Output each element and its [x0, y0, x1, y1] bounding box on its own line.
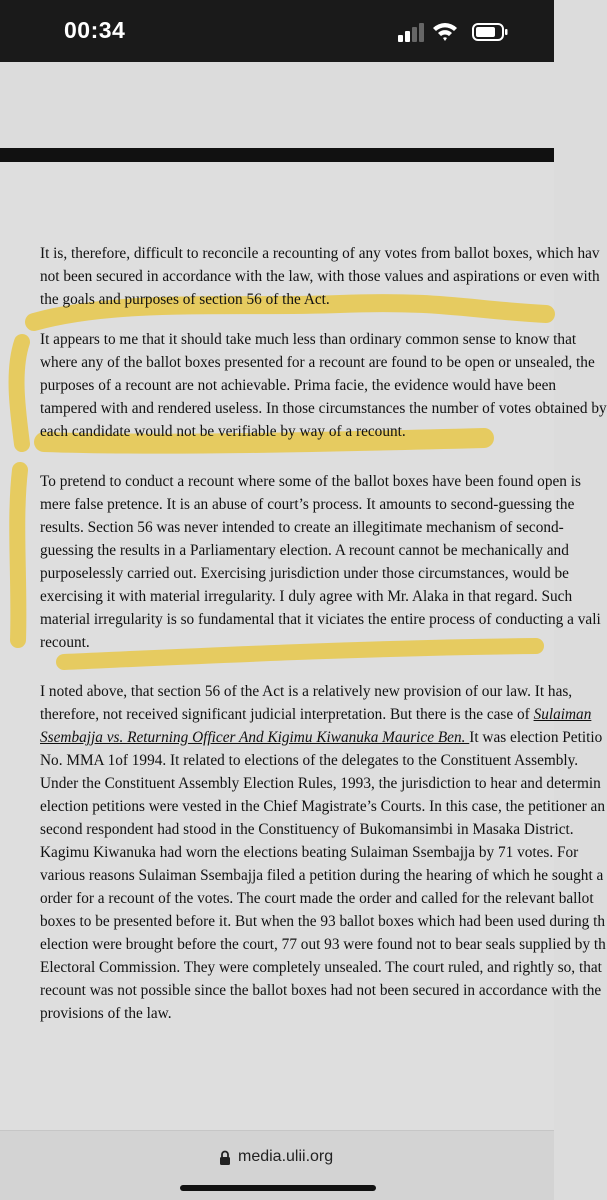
url-text[interactable]: media.ulii.org [238, 1148, 334, 1165]
highlight-stroke-4 [17, 470, 20, 640]
clock: 00:34 [64, 17, 126, 43]
text-line: mere false pretence. It is an abuse of court’s process. It amounts to second-guessing the [40, 496, 575, 513]
text-line: No. MMA 1of 1994. It related to elections of the delegates to the Constituent Assembly. [40, 752, 579, 769]
case-citation-link[interactable]: Ssembajja vs. Returning Officer And Kigimu Kiwanuka Maurice Ben. [40, 729, 470, 746]
text-line: Electoral Commission. They were completely unsealed. The court ruled, and rightly so, that [40, 959, 602, 976]
document-page[interactable] [0, 162, 607, 1130]
text-line: provisions of the law. [40, 1005, 172, 1022]
text-line: order for a recount of the votes. The court made the order and called for the relevant ballot [40, 890, 594, 907]
home-indicator[interactable] [180, 1185, 376, 1191]
text-line: purposes of a recount are not achievable. Prima facie, the evidence would have been [40, 377, 557, 394]
text-run: therefore, not received significant judicial interpretation. But there is the case of [40, 706, 534, 723]
text-line [40, 703, 592, 726]
text-line [40, 726, 603, 749]
text-line: election were brought before the court, 77 out 93 were found not to bear seals supplied by th [40, 936, 606, 953]
text-line: tampered with and rendered useless. In those circumstances the number of votes obtained by [40, 400, 607, 417]
text-line: recount. [40, 634, 90, 651]
text-line: I noted above, that section 56 of the Act is a relatively new provision of our law. It has, [40, 683, 573, 700]
text-line: Kagimu Kiwanuka had worn the elections beating Sulaiman Ssembajja by 71 votes. For [40, 844, 579, 861]
paragraph-3 [40, 470, 601, 654]
paragraph-1 [40, 242, 600, 311]
text-line: Under the Constituent Assembly Election Rules, 1993, the jurisdiction to hear and determin [40, 775, 601, 792]
text-run: It was election Petitio [469, 729, 603, 746]
text-line: each candidate would not be verifiable by way of a recount. [40, 423, 406, 440]
text-line: It is, therefore, difficult to reconcile a recounting of any votes from ballot boxes, which hav [40, 245, 600, 262]
highlight-stroke-2 [17, 342, 22, 444]
text-line: election petitions were vested in the Chief Magistrate’s Courts. In this case, the petitioner an [40, 798, 605, 815]
text-line: second respondent had stood in the Constituency of Bukomansimbi in Masaka District. [40, 821, 574, 838]
text-line: various reasons Sulaiman Ssembajja filed a petition during the hearing of which he sought a [40, 867, 604, 884]
text-line: results. Section 56 was never intended to create an illegitimate mechanism of second- [40, 519, 564, 536]
text-line: To pretend to conduct a recount where some of the ballot boxes have been found open is [40, 473, 581, 490]
text-line: guessing the results in a Parliamentary election. A recount cannot be mechanically and [40, 542, 569, 559]
lock-icon [219, 1150, 231, 1166]
page-divider [0, 148, 554, 162]
text-line: material irregularity is so fundamental that it viciates the entire process of conducting a vali [40, 611, 601, 628]
text-line: the goals and purposes of section 56 of the Act. [40, 291, 330, 308]
text-line: not been secured in accordance with the law, with those values and aspirations or even with [40, 268, 600, 285]
cellular-signal-icon [398, 22, 424, 42]
text-line: purposelessly carried out. Exercising jurisdiction under those circumstances, would be [40, 565, 569, 582]
wifi-icon [432, 20, 458, 42]
text-line: boxes to be presented before it. But when the 93 ballot boxes which had been used during th [40, 913, 605, 930]
viewer-top-area [0, 62, 554, 148]
text-line: recount was not possible since the ballot boxes had not been secured in accordance with the [40, 982, 602, 999]
paragraph-4 [40, 680, 606, 1025]
paragraph-2 [40, 328, 607, 443]
status-bar [0, 0, 554, 62]
address-bar[interactable] [0, 1130, 554, 1200]
battery-icon [472, 22, 508, 42]
text-line: where any of the ballot boxes presented for a recount are found to be open or unsealed, the [40, 354, 595, 371]
case-citation-link[interactable]: Sulaiman [533, 706, 592, 723]
text-line: exercising it with material irregularity. I duly agree with Mr. Alaka in that regard. Such [40, 588, 573, 605]
text-line: It appears to me that it should take much less than ordinary common sense to know that [40, 331, 577, 348]
